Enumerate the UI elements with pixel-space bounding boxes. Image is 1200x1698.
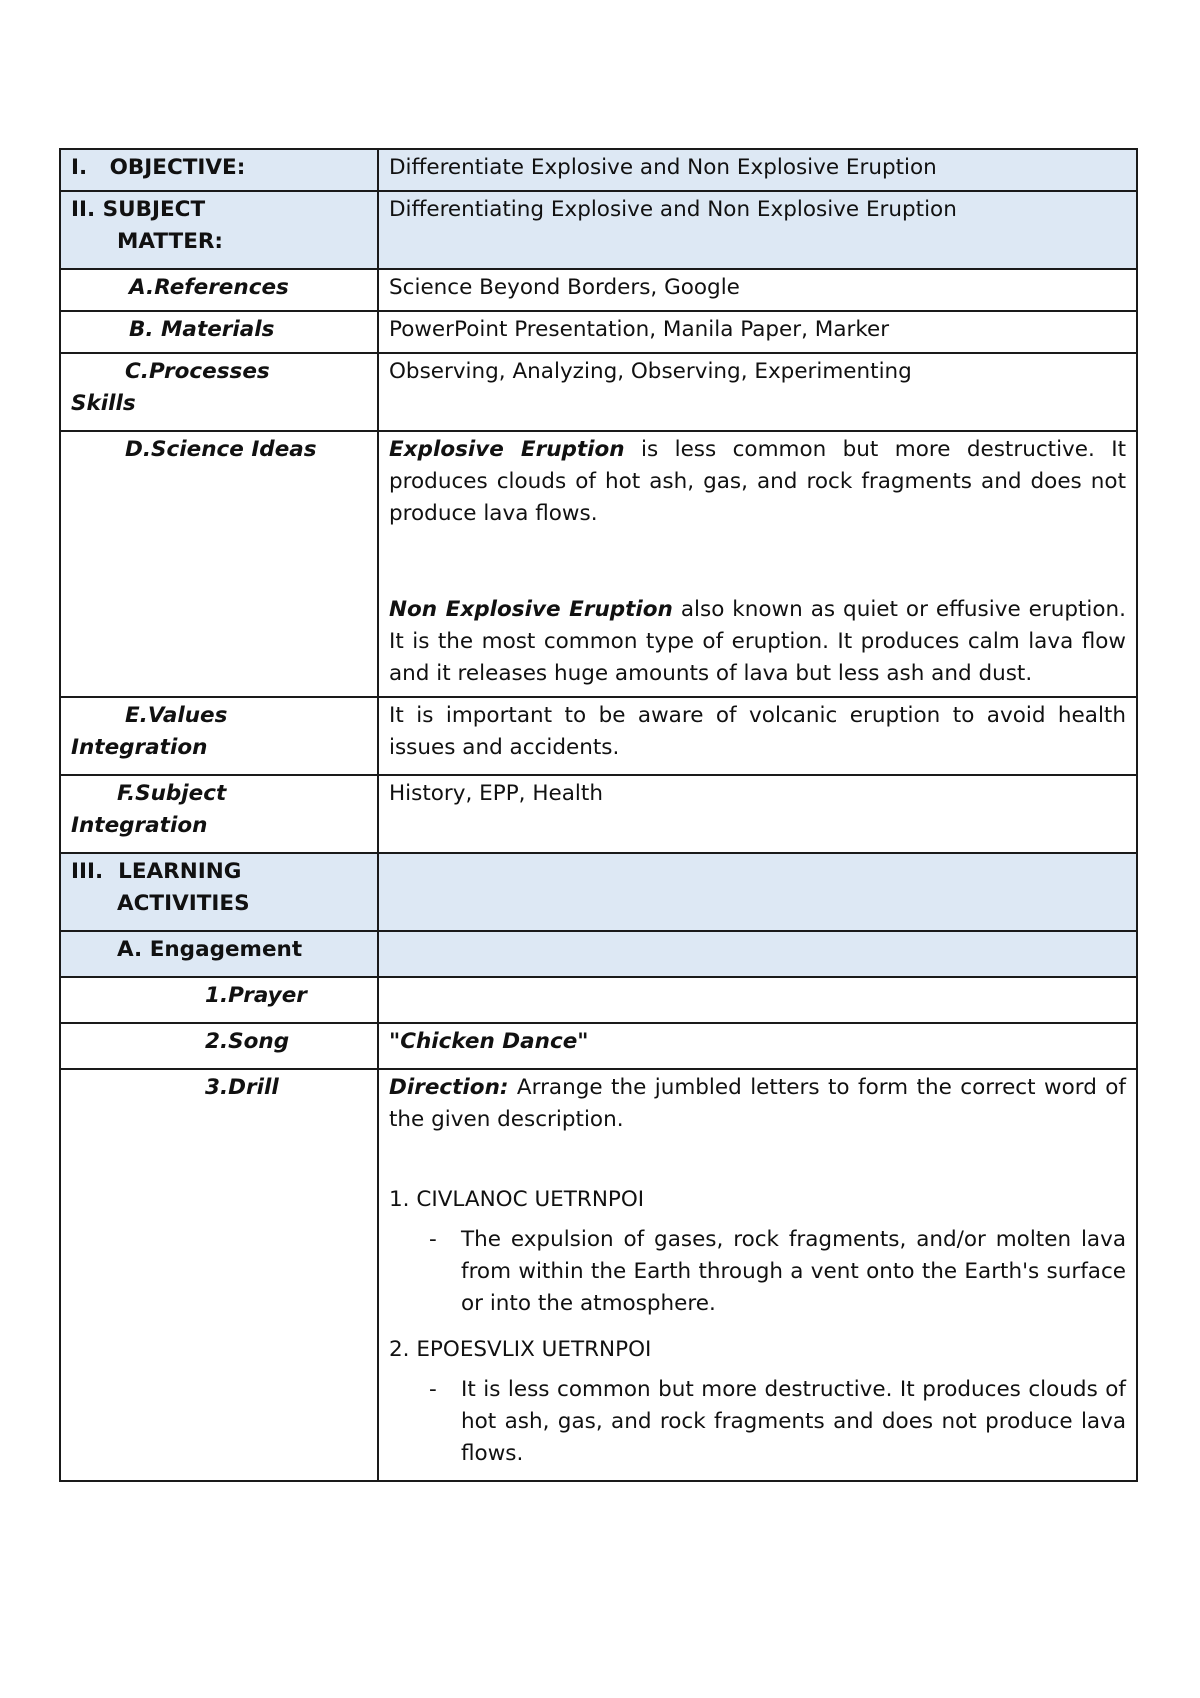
drill-item-2-desc-block [389, 1374, 1126, 1470]
song-label [60, 1023, 378, 1069]
materials-label [60, 311, 378, 353]
values-row [60, 697, 1137, 775]
song-value [378, 1023, 1137, 1069]
drill-direction [389, 1072, 1126, 1136]
drill-item-2-dash: - [429, 1377, 437, 1402]
science-ideas-label-text: D.Science Ideas [125, 437, 317, 462]
song-title: "Chicken Dance" [389, 1029, 589, 1054]
subject-integration-label-line1: F.Subject [117, 781, 227, 806]
references-value: Science Beyond Borders, Google [378, 269, 1137, 311]
drill-item-1-desc-block [389, 1224, 1126, 1320]
drill-row [60, 1069, 1137, 1481]
subject-matter-label [60, 191, 378, 269]
drill-item-1-word: 1. CIVLANOC UETRNPOI [389, 1187, 645, 1212]
lesson-plan-table [59, 148, 1138, 1482]
subject-matter-value: Differentiating Explosive and Non Explosive Eruption [378, 191, 1137, 269]
prayer-label [60, 977, 378, 1023]
learning-activities-value [378, 853, 1137, 931]
engagement-label [60, 931, 378, 977]
objective-row [60, 149, 1137, 191]
processes-label-line2: Skills [71, 391, 136, 416]
processes-row [60, 353, 1137, 431]
explosive-text: is less common but more destructive. It produces clouds of hot ash, gas, and rock fragments and does not produce lava flows. [389, 437, 1126, 526]
processes-value: Observing, Analyzing, Observing, Experimenting [378, 353, 1137, 431]
drill-value [378, 1069, 1137, 1481]
values-value: It is important to be aware of volcanic eruption to avoid health issues and accidents. [378, 697, 1137, 775]
learning-activities-label-line2: ACTIVITIES [117, 891, 250, 916]
values-label [60, 697, 378, 775]
direction-label: Direction: [389, 1075, 509, 1100]
references-label-text: A.References [129, 275, 289, 300]
subject-matter-label-line1: II. SUBJECT [71, 197, 206, 222]
subject-integration-label [60, 775, 378, 853]
science-ideas-value [378, 431, 1137, 697]
drill-item-1-dash: - [429, 1227, 437, 1252]
learning-activities-label [60, 853, 378, 931]
processes-label [60, 353, 378, 431]
prayer-row [60, 977, 1137, 1023]
subject-integration-row [60, 775, 1137, 853]
objective-value: Differentiate Explosive and Non Explosive Eruption [378, 149, 1137, 191]
objective-label: I. OBJECTIVE: [60, 149, 378, 191]
drill-label-text: 3.Drill [205, 1075, 279, 1100]
prayer-value [378, 977, 1137, 1023]
engagement-value [378, 931, 1137, 977]
subject-integration-label-line2: Integration [71, 813, 208, 838]
materials-value: PowerPoint Presentation, Manila Paper, Marker [378, 311, 1137, 353]
science-ideas-label [60, 431, 378, 697]
references-label [60, 269, 378, 311]
materials-row [60, 311, 1137, 353]
subject-matter-label-line2: MATTER: [117, 229, 224, 254]
engagement-label-text: A. Engagement [117, 937, 303, 962]
explosive-paragraph [389, 434, 1126, 530]
song-label-text: 2.Song [205, 1029, 290, 1054]
materials-label-text: B. Materials [129, 317, 275, 342]
song-row [60, 1023, 1137, 1069]
nonexplosive-term: Non Explosive Eruption [389, 597, 673, 622]
values-label-line1: E.Values [125, 703, 228, 728]
explosive-term: Explosive Eruption [389, 437, 625, 462]
drill-label [60, 1069, 378, 1481]
references-row [60, 269, 1137, 311]
values-label-line2: Integration [71, 735, 208, 760]
science-ideas-row [60, 431, 1137, 697]
processes-label-line1: C.Processes [125, 359, 270, 384]
subject-integration-value: History, EPP, Health [378, 775, 1137, 853]
drill-item-1-desc: The expulsion of gases, rock fragments, and/or molten lava from within the Earth through a vent onto the Earth's surface or into the atmosphere. [461, 1227, 1126, 1316]
prayer-label-text: 1.Prayer [205, 983, 307, 1008]
learning-activities-label-line1: III. LEARNING [71, 859, 242, 884]
nonexplosive-text: also known as quiet or effusive eruption. It is the most common type of eruption. It produces calm lava flow and it releases huge amounts of lava but less ash and dust. [389, 597, 1126, 686]
drill-item-2-desc: It is less common but more destructive. It produces clouds of hot ash, gas, and rock fragments and does not produce lava flows. [461, 1377, 1126, 1466]
subject-matter-row [60, 191, 1137, 269]
direction-text: Arrange the jumbled letters to form the correct word of the given description. [389, 1075, 1126, 1132]
nonexplosive-paragraph [389, 594, 1126, 690]
engagement-row [60, 931, 1137, 977]
learning-activities-row [60, 853, 1137, 931]
drill-item-2-word: 2. EPOESVLIX UETRNPOI [389, 1337, 652, 1362]
